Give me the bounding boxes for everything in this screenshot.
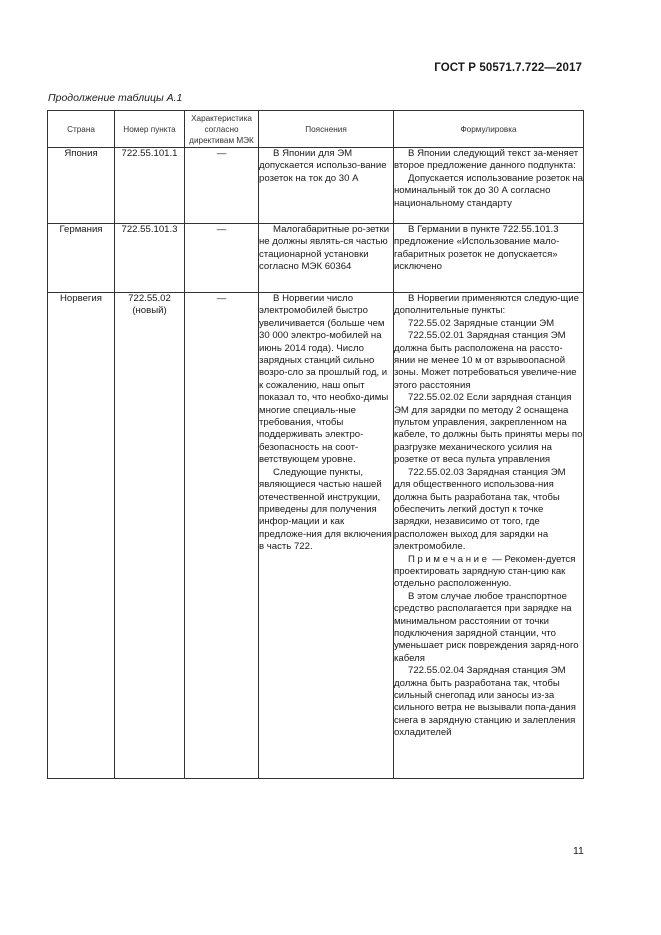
cell-explanation <box>259 148 394 224</box>
paragraph: В Германии в пункте 722.55.101.3 предложение «Использование мало-габаритных розеток не допускается» исключено <box>394 224 560 273</box>
cell-item: 722.55.101.3 <box>115 224 185 293</box>
cell-wording <box>394 293 584 779</box>
cell-item: 722.55.101.1 <box>115 148 185 224</box>
note-label: Примечание <box>408 553 490 565</box>
table-caption: Продолжение таблицы А.1 <box>48 92 183 104</box>
header-wording: Формулировка <box>394 111 584 148</box>
cell-country: Норвегия <box>48 293 115 779</box>
paragraph: В этом случае любое транспортное средство располагается при зарядке на минимальном расстоянии от точки подключения зарядной станции, что уменьшает риск повреждения заряд-ного кабеля <box>394 590 579 664</box>
header-characteristic: Характеристика согласно директивам МЭК <box>185 111 259 148</box>
cell-characteristic: — <box>185 148 259 224</box>
cell-characteristic: — <box>185 224 259 293</box>
paragraph: Допускается использование розеток на номинальный ток до 30 А согласно национальному стандарту <box>394 172 583 209</box>
table-header-row <box>48 111 584 148</box>
item-note: (новый) <box>132 305 167 317</box>
paragraph: В Японии следующий текст за-меняет второе предложение данного подпункта: <box>394 148 579 172</box>
paragraph: 722.55.02.01 Зарядная станция ЭМ должна быть расположена на рассто-янии не менее 10 м от взрывоопасной зоны. Может потребоваться увеличе-ние этого расстояния <box>394 330 577 391</box>
cell-country: Япония <box>48 148 115 224</box>
item-number: 722.55.02 <box>128 293 171 304</box>
header-explanation: Пояснения <box>259 111 394 148</box>
note-paragraph <box>394 554 583 591</box>
paragraph: Следующие пункты, являющиеся частью нашей отечественной инструкции, приведены для получения инфор-мации и как предложе-ния для включения в часть 722. <box>259 466 392 553</box>
note-text: — Рекомен-дуется проектировать зарядную стан-цию как отдельно расположенную. <box>394 553 576 590</box>
paragraph: В Норвегии применяются следую-щие дополнительные пункты: <box>394 293 580 317</box>
comparison-table <box>47 110 584 779</box>
paragraph: 722.55.02.02 Если зарядная станция ЭМ для зарядки по методу 2 оснащена пультом управления, закрепленном на кабеле, то должны быть приняты меры по разгрузке механического усилия на розетке от веса пульта управления <box>394 392 583 466</box>
document-code: ГОСТ Р 50571.7.722—2017 <box>434 62 582 74</box>
header-item: Номер пункта <box>115 111 185 148</box>
table-row <box>48 293 584 779</box>
table-row <box>48 224 584 293</box>
cell-characteristic: — <box>185 293 259 779</box>
header-country: Страна <box>48 111 115 148</box>
cell-wording <box>394 224 584 293</box>
paragraph: 722.55.02 Зарядные станции ЭМ <box>408 317 555 329</box>
cell-wording <box>394 148 584 224</box>
cell-explanation <box>259 293 394 779</box>
paragraph: 722.55.02.04 Зарядная станция ЭМ должна быть разработана так, чтобы сильный снегопад или заносы из-за сильного ветра не вызывали попа-дания снега в зарядную станцию и залепления охладителей <box>394 665 576 739</box>
cell-country: Германия <box>48 224 115 293</box>
paragraph: 722.55.02.03 Зарядная станция ЭМ для общественного использова-ния должна быть разработана так, чтобы обеспечить легкий доступ к точке зарядки, независимо от того, где расположен выход для зарядки на электромобиле. <box>394 466 566 553</box>
paragraph: В Норвегии число электромобилей быстро увеличивается (больше чем 30 000 электро-мобилей на июнь 2014 года). Число зарядных станций сильно возро-сло за прошлый год, и к сожалению, наш опыт показал то, что необхо-димы многие специаль-ные требования, чтобы поддерживать электро-безопасность на соот-ветствующем уровне. <box>259 293 389 466</box>
page-number: 11 <box>573 845 584 857</box>
paragraph: Малогабаритные ро-зетки не должны являть-ся частью стационарной установки согласно МЭК 60364 <box>259 224 390 273</box>
table-row <box>48 148 584 224</box>
cell-explanation <box>259 224 394 293</box>
paragraph: В Японии для ЭМ допускается использо-вание розеток на ток до 30 А <box>259 148 387 184</box>
cell-item <box>115 293 185 779</box>
